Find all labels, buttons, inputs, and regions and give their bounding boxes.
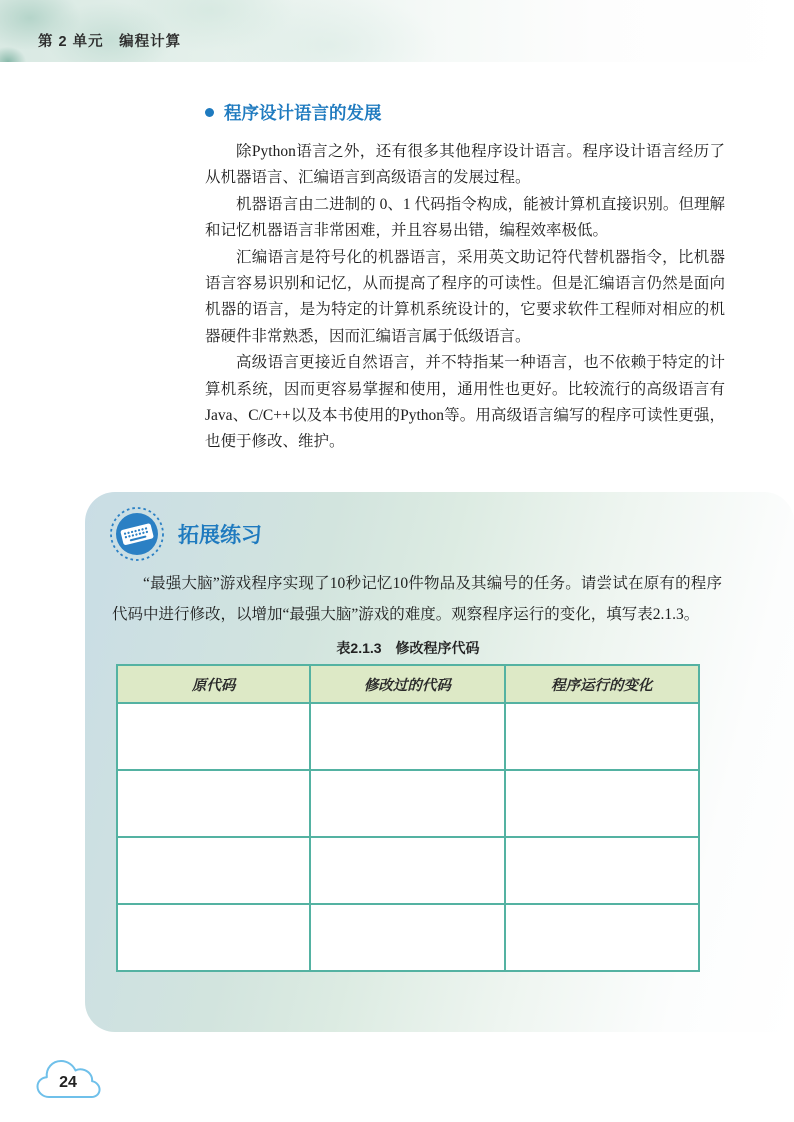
keyboard-icon xyxy=(109,506,165,562)
exercise-table xyxy=(116,664,700,972)
table-row xyxy=(117,904,699,971)
column-header: 修改过的代码 xyxy=(310,665,504,703)
table-cell xyxy=(505,703,699,770)
table-row xyxy=(117,703,699,770)
table-cell xyxy=(117,904,310,971)
exercise-title: 拓展练习 xyxy=(178,524,262,547)
table-cell xyxy=(310,837,504,904)
section-title xyxy=(205,100,725,125)
table-cell xyxy=(505,837,699,904)
paragraph: 高级语言更接近自然语言，并不特指某一种语言，也不依赖于特定的计算机系统，因而更容易掌握和使用，通用性也更好。比较流行的高级语言有Java、C/C++以及本书使用的Python等。用高级语言编写的程序可读性更强，也便于修改、维护。 xyxy=(205,354,725,451)
unit-header: 第 2 单元 编程计算 xyxy=(38,34,182,50)
page-number-cloud xyxy=(34,1055,106,1103)
table-cell xyxy=(505,770,699,837)
table-header-row xyxy=(117,665,699,703)
page-header-band xyxy=(0,0,794,62)
exercise-instructions: “最强大脑”游戏程序实现了10秒记忆10件物品及其编号的任务。请尝试在原有的程序代码中进行修改，以增加“最强大脑”游戏的难度。观察程序运行的变化，填写表2.1.3。 xyxy=(112,575,722,623)
exercise-box xyxy=(85,492,794,1032)
paragraph: 机器语言由二进制的 0、1 代码指令构成，能被计算机直接识别。但理解和记忆机器语言非常困难，并且容易出错，编程效率极低。 xyxy=(205,195,725,240)
exercise-header xyxy=(85,492,794,562)
table-cell xyxy=(310,904,504,971)
page-number: 24 xyxy=(59,1074,77,1091)
column-header: 原代码 xyxy=(117,665,310,703)
column-header: 程序运行的变化 xyxy=(505,665,699,703)
paragraph: 除Python语言之外，还有很多其他程序设计语言。程序设计语言经历了从机器语言、汇编语言到高级语言的发展过程。 xyxy=(205,143,725,187)
table-cell xyxy=(310,770,504,837)
main-content xyxy=(205,100,725,456)
bullet-icon xyxy=(205,108,214,117)
table-cell xyxy=(310,703,504,770)
table-row xyxy=(117,837,699,904)
table-cell xyxy=(117,770,310,837)
table-cell xyxy=(505,904,699,971)
section-title-label: 程序设计语言的发展 xyxy=(224,103,382,123)
table-cell xyxy=(117,837,310,904)
table-cell xyxy=(117,703,310,770)
table-row xyxy=(117,770,699,837)
table-body xyxy=(117,703,699,971)
paragraph: 汇编语言是符号化的机器语言，采用英文助记符代替机器指令，比机器语言容易识别和记忆，从而提高了程序的可读性。但是汇编语言仍然是面向机器的语言，是为特定的计算机系统设计的，它要求软件工程师对相应的机器硬件非常熟悉，因而汇编语言属于低级语言。 xyxy=(205,248,725,345)
table-caption: 表2.1.3 修改程序代码 xyxy=(336,640,480,656)
